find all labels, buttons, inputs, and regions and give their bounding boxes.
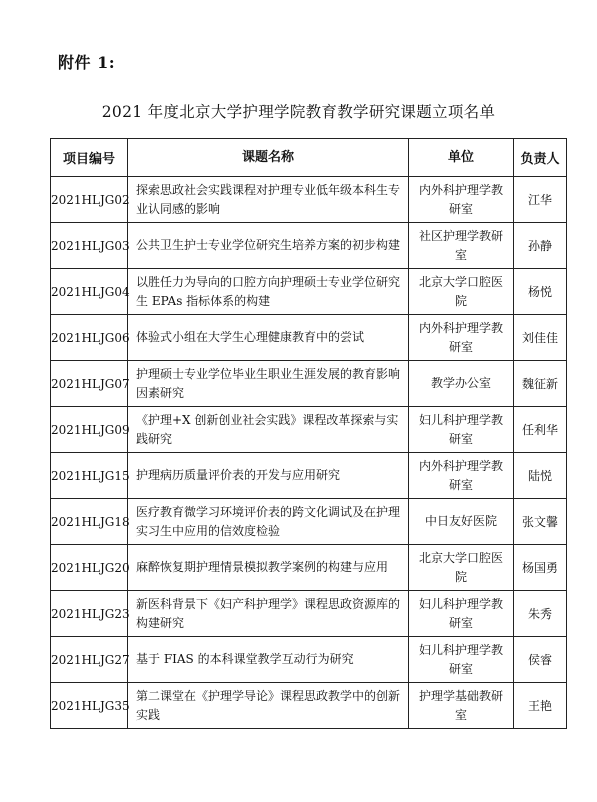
table-row: [51, 269, 567, 315]
table-row: [51, 315, 567, 361]
table-row: [51, 637, 567, 683]
project-unit: 内外科护理学教研室: [409, 453, 514, 499]
project-owner: 朱秀: [514, 591, 567, 637]
project-owner: 王艳: [514, 683, 567, 729]
project-table: [50, 138, 567, 729]
table-row: [51, 683, 567, 729]
project-name: 《护理+X 创新创业社会实践》课程改革探索与实践研究: [128, 407, 409, 453]
table-row: [51, 407, 567, 453]
project-unit: 中日友好医院: [409, 499, 514, 545]
table-row: [51, 177, 567, 223]
table-row: [51, 591, 567, 637]
project-owner: 魏征新: [514, 361, 567, 407]
project-owner: 张文馨: [514, 499, 567, 545]
project-id: 2021HLJG15: [51, 453, 128, 499]
table-row: [51, 499, 567, 545]
project-owner: 杨悦: [514, 269, 567, 315]
header-owner: 负责人: [514, 139, 567, 177]
project-unit: 北京大学口腔医院: [409, 545, 514, 591]
project-name: 公共卫生护士专业学位研究生培养方案的初步构建: [128, 223, 409, 269]
project-name: 体验式小组在大学生心理健康教育中的尝试: [128, 315, 409, 361]
project-owner: 刘佳佳: [514, 315, 567, 361]
project-name: 基于 FIAS 的本科课堂教学互动行为研究: [128, 637, 409, 683]
header-project-id: 项目编号: [51, 139, 128, 177]
table-body: [51, 177, 567, 729]
project-unit: 内外科护理学教研室: [409, 315, 514, 361]
header-unit: 单位: [409, 139, 514, 177]
project-name: 第二课堂在《护理学导论》课程思政教学中的创新实践: [128, 683, 409, 729]
project-name: 医疗教育微学习环境评价表的跨文化调试及在护理实习生中应用的信效度检验: [128, 499, 409, 545]
project-unit: 护理学基础教研室: [409, 683, 514, 729]
project-unit: 妇儿科护理学教研室: [409, 591, 514, 637]
project-name: 以胜任力为导向的口腔方向护理硕士专业学位研究生 EPAs 指标体系的构建: [128, 269, 409, 315]
project-owner: 任利华: [514, 407, 567, 453]
table-header-row: [51, 139, 567, 177]
table-row: [51, 453, 567, 499]
project-id: 2021HLJG23: [51, 591, 128, 637]
project-unit: 北京大学口腔医院: [409, 269, 514, 315]
project-id: 2021HLJG04: [51, 269, 128, 315]
project-id: 2021HLJG03: [51, 223, 128, 269]
attachment-label: 附件 1:: [58, 53, 116, 72]
project-name: 麻醉恢复期护理情景模拟教学案例的构建与应用: [128, 545, 409, 591]
document-title: 2021 年度北京大学护理学院教育教学研究课题立项名单: [101, 103, 496, 121]
table-row: [51, 223, 567, 269]
project-name: 护理病历质量评价表的开发与应用研究: [128, 453, 409, 499]
project-id: 2021HLJG18: [51, 499, 128, 545]
project-owner: 陆悦: [514, 453, 567, 499]
project-owner: 侯睿: [514, 637, 567, 683]
project-name: 护理硕士专业学位毕业生职业生涯发展的教育影响因素研究: [128, 361, 409, 407]
project-id: 2021HLJG20: [51, 545, 128, 591]
project-id: 2021HLJG06: [51, 315, 128, 361]
project-id: 2021HLJG02: [51, 177, 128, 223]
project-unit: 内外科护理学教研室: [409, 177, 514, 223]
project-unit: 妇儿科护理学教研室: [409, 407, 514, 453]
project-owner: 孙静: [514, 223, 567, 269]
project-name: 新医科背景下《妇产科护理学》课程思政资源库的构建研究: [128, 591, 409, 637]
table-row: [51, 545, 567, 591]
project-id: 2021HLJG35: [51, 683, 128, 729]
project-id: 2021HLJG09: [51, 407, 128, 453]
header-project-name: 课题名称: [128, 139, 409, 177]
project-name: 探索思政社会实践课程对护理专业低年级本科生专业认同感的影响: [128, 177, 409, 223]
project-id: 2021HLJG07: [51, 361, 128, 407]
project-id: 2021HLJG27: [51, 637, 128, 683]
project-unit: 妇儿科护理学教研室: [409, 637, 514, 683]
table-row: [51, 361, 567, 407]
project-unit: 社区护理学教研室: [409, 223, 514, 269]
project-owner: 江华: [514, 177, 567, 223]
project-owner: 杨国勇: [514, 545, 567, 591]
project-unit: 教学办公室: [409, 361, 514, 407]
